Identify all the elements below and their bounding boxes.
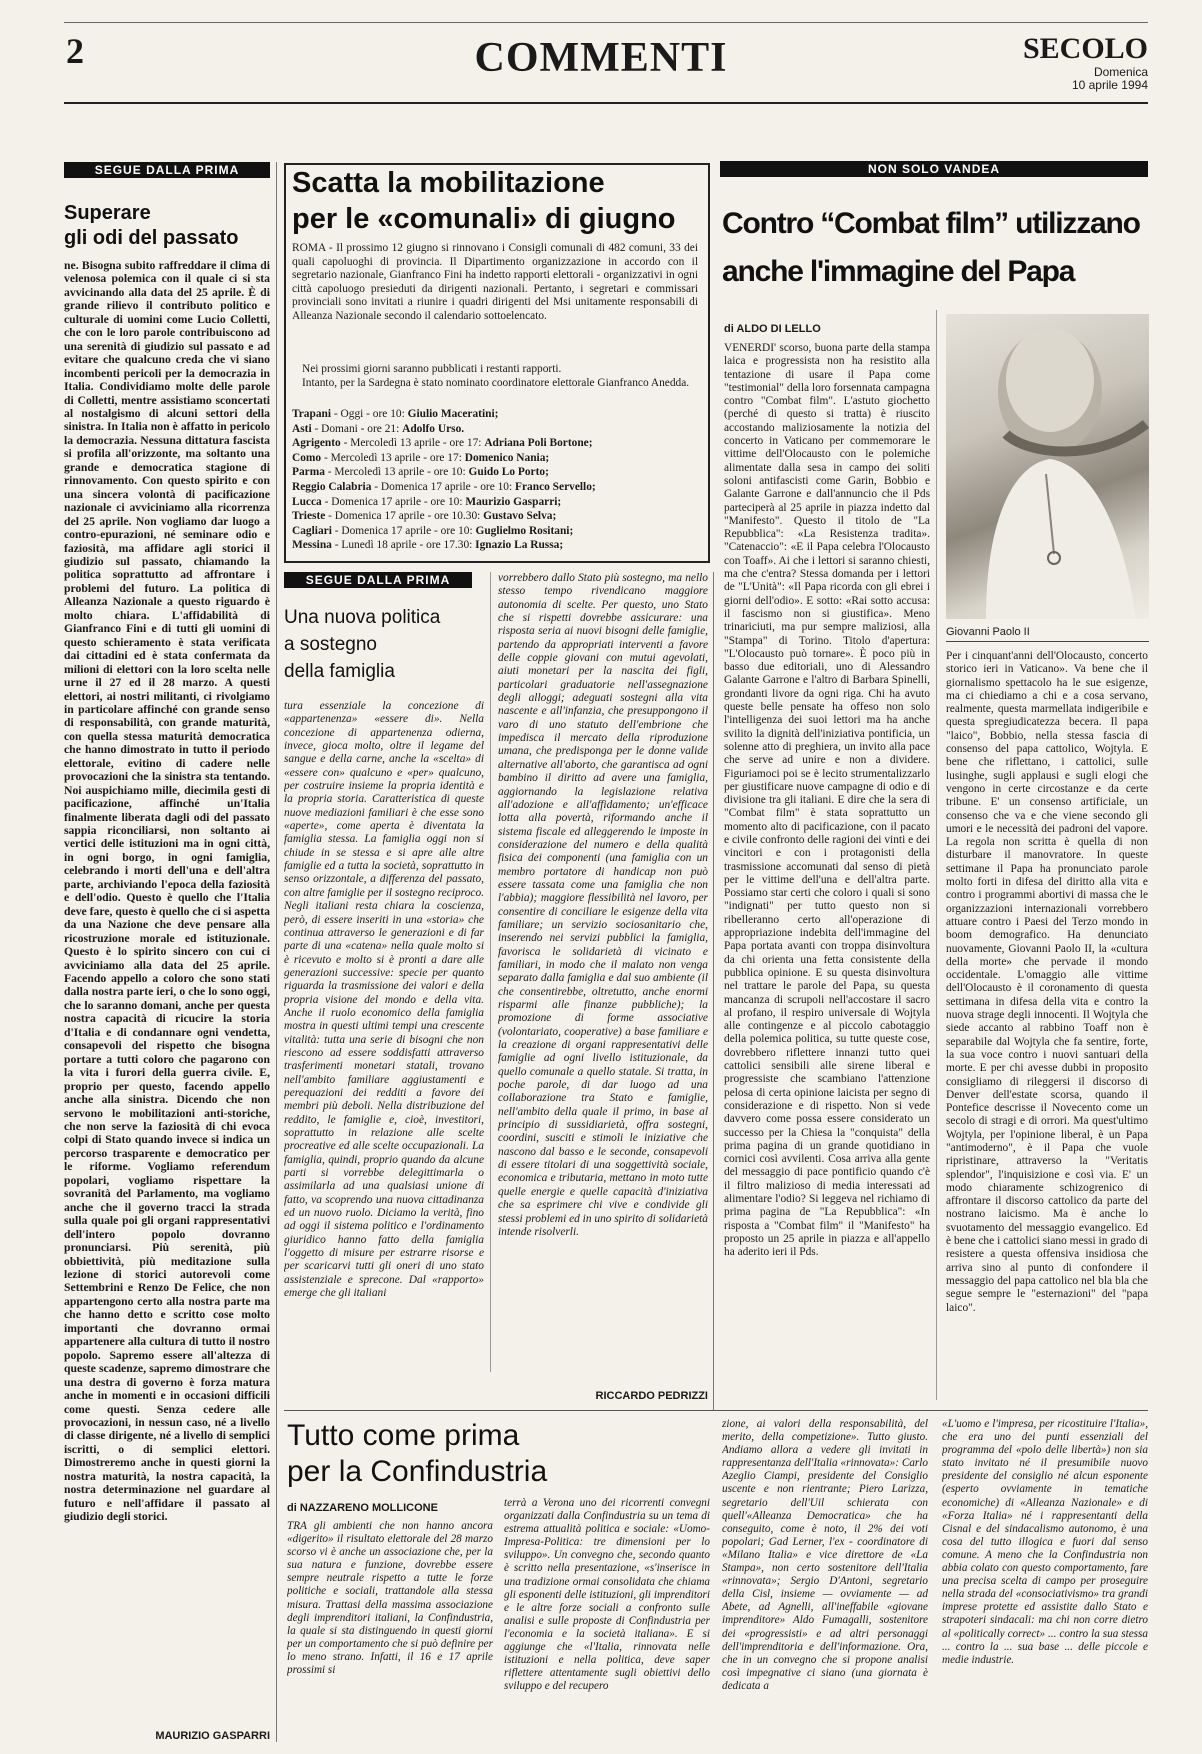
confind-byline: di NAZZARENO MOLLICONE [287, 1502, 438, 1514]
mobilitazione-p2: Nei prossimi giorni saranno pubblicati i restanti rapporti. [302, 363, 562, 375]
meeting-list [292, 407, 702, 555]
combat-title-2: anche l'immagine del Papa [722, 255, 1075, 288]
meeting-item: Messina - Lunedì 18 aprile - ore 17.30: Ignazio La Russa; [292, 539, 564, 552]
pope-photo [946, 314, 1149, 619]
left-signature: MAURIZIO GASPARRI [155, 1730, 270, 1742]
photo-caption: Giovanni Paolo II [946, 626, 1030, 638]
confind-title-2: per la Confindustria [287, 1455, 548, 1488]
famiglia-col-2: vorrebbero dallo Stato più sostegno, ma nello stesso tempo rivendicano maggiore autonomia di scelte. Per questo, uno Stato che si rispetti dovrebbe assicurare: una risposta seria ai nuovi bisogni delle famiglie, partendo da appropriati interventi a favore delle coppie giovani con mutui agevolati, aiuti monetari per la nascita dei figli, particolari graduatorie nell'assegnazione degli alloggi; adeguati sostegni alla vita nascente e all'infanzia, che presuppongono il varo di uno statuto dell'embrione che impedisca il mercato della riproduzione umana, che predisponga per le donne valide alternative all'aborto, che garantisca ad ogni bambino il diritto ad avere una famiglia, aggiornando la legislazione relativa all'adozione e all'affidamento; un'efficace lotta alla povertà, riformando anche il sistema fiscale ed alleggerendo le imposte in considerazione del numero e della qualità fisica dei componenti (una famiglia con un membro portatore di handicap non può essere tassata come una famiglia che non l'abbia); maggiore flessibilità nel lavoro, per consentire di conciliare le esigenze della vita familiare; un servizio sociosanitario che, inserendo nei servizi pubblici la famiglia, favorisca le solidarietà di vicinato e familiari, in modo che il malato non venga separato dalla famiglia e dal suo ambiente (il che consentirebbe, oltretutto, anche enormi risparmi alle finanze pubbliche); la promozione di forme associative (volontariato, cooperative) a base familiare e la creazione di organi rappresentativi delle famiglie ad ogni livello istituzionale, da quello comunale a quello statale. Si tratta, in poche parole, di dar luogo ad una collaborazione tra Stato e famiglie, nell'ambito della quale il primo, in base al principio di sussidiarietà, offra sostegni, coordini, susciti e stimoli le iniziative che nascono dal basso e le seconde, consapevoli di essere titolari di una soggettività sociale, economica e tributaria, mettano in moto tutte quelle energie e quelle capacità d'iniziativa che sa esprimere chi vive e condivide gli stessi problemi ed in uno spirito di solidarietà intende risolverli. [498, 572, 708, 1238]
famiglia-title-3: della famiglia [284, 661, 395, 682]
caption-rule [946, 641, 1149, 642]
meeting-item: Asti - Domani - ore 21: Adolfo Urso. [292, 422, 465, 435]
mobilitazione-intro: ROMA - Il prossimo 12 giugno si rinnovano i Consigli comunali di 482 comuni, 33 dei quali capoluoghi di provincia. Il Dipartimento organizzazione in accordo con il segretario nazionale, Gianfranco Fini ha indetto rapporti elettorali - organizzativi in ogni città capoluogo presieduti da dirigenti nazionali. Pertanto, i segretari e commissari provinciali sono invitati a riunire i quadri dirigenti del Msi unitamente responsabili di Alleanza Nazionale secondo il calendario sottoelencato. [292, 242, 698, 322]
confind-col-3: zione, ai valori della responsabilità, del merito, della competizione». Tutto giusto. Andiamo allora a vedere gli invitati in rappresentanza dell'Italia «rinnovata»: Carlo Azeglio Ciampi, presidente del Consiglio uscente e non rientrante; Piero Larizza, segretario dell'Uil schierata con quell'«Alleanza Democratica» che ha conseguito, come è noto, il 2% dei voti popolari; Gad Lerner, l'ex - coordinatore di «Milano Italia» e vice direttore de «La Stampa», non certo sostenitore dell'Italia «rinnovata»; Sergio D'Antoni, segretario della Cisl, insieme — ovviamente — ad Abete, ad Agnelli, all'ineffabile «giovane imprenditore» Aldo Fumagalli, sostenitore dei «progressisti» e ad altri personaggi dell'imprenditoria e dell'informazione. Ora, che in un convegno che si propone analisi così impegnative ci siano (una giornata è dedicata a [722, 1418, 928, 1692]
bottom-section-rule [284, 1410, 1148, 1411]
pope-photo-illustration [946, 314, 1149, 619]
confind-col-4: «L'uomo e l'impresa, per ricostituire l'Italia», che era uno dei punti essenziali del programma del «polo delle libertà») non sia stato invitato né il presumibile nuovo presidente del consiglio né alcun esponente (esperto ovviamente in tematiche economiche) di «Alleanza Nazionale» e di «Forza Italia» né i rappresentanti della Cisnal e del sindacalismo autonomo, è una cosa del tutto illogica e fuori dal senso comune. A meno che la Confindustria non abbia colato con questo comportamento, fare una precisa scelta di campo per proseguire nella strada del «consociativismo» tra grandi imprese protette ed assistite dallo Stato e strapoteri sindacali: ma chi non corre dietro al «politically correct» ... contro la sua stessa ... contro la ... sua base ... delle piccole e medie industrie. [942, 1418, 1148, 1666]
famiglia-col-1: tura essenziale la concezione di «appartenenza» «essere di». Nella concezione di appartenenza odierna, invece, gioca molto, oltre il legame del sangue e della carne, anche la «scelta» di «essere con» qualcuno e «per» qualcuno, per costruire insieme la propria identità e la propria storia. Caratteristica di queste nuove mediazioni familiari è che esse sono «aperte», come aperta è diventata la famiglia stessa. La famiglia oggi non si chiude in se stessa e si apre alle altre famiglie ed a tutta la società, soprattutto in senso orizzontale, a differenza del passato, con altre famiglie per il sostegno reciproco. Negli italiani resta chiara la coscienza, però, di essere inseriti in una «storia» che continua attraverso le generazioni e di far parte di una «catena» nella quale molto si è ricevuto e molto si è pronti a dare alle generazioni successive: specie per quanto riguarda la trasmissione dei valori e della propria visione del mondo e della vita. Anche il ruolo economico della famiglia mostra in questi ultimi tempi una crescente vitalità: tutta una serie di bisogni che non riescono ad essere soddisfatti attraverso trasferimenti monetari statali, trovano nell'ambito familiare aggiustamenti e perequazioni dei redditi a favore dei membri più deboli. Nella distribuzione del reddito, le famiglie e, cioè, investitori, soprattutto in relazione alle scelte procreative ed alle scelte occupazionali. La famiglia, quindi, proprio quando da alcune parti si vorrebbe delegittimarla o assimilarla ad una qualsiasi unione di fatto, va scoprendo una nuova cittadinanza ed un nuovo ruolo. Diciamo la verità, fino ad oggi il sistema politico e l'ordinamento giuridico hanno fatto della famiglia l'oggetto di misure per estrarre risorse e per scaricarvi tutti gli oneri di uno stato assistenziale e sprecone. Dal «rapporto» emerge che gli italiani [284, 700, 484, 1300]
famiglia-signature: RICCARDO PEDRIZZI [595, 1390, 708, 1402]
page-number: 2 [66, 31, 84, 71]
meeting-item: Parma - Mercoledì 13 aprile - ore 10: Guido Lo Porto; [292, 466, 549, 479]
left-article-text: ne. Bisogna subito raffreddare il clima di velenosa polemica con il quale ci si sta avvicinando alla data del 25 aprile. È di grande rilievo il contributo politico e culturale di uomini come Lucio Colletti, che con le loro parole contribuiscono ad una serenità di giudizio sul passato e ad evitare che qualcuno creda che vi siano incombenti pericoli per la democrazia in Italia. Condividiamo molte delle parole di Colletti, mentre assistiamo sconcertati al nostalgismo di alcuni settori della sinistra. In Italia non è affatto in pericolo la democrazia. Nessuna dittatura fascista si profila all'orizzonte, ma soltanto una grande e democratica stagione di rinnovamento. Con questo spirito e con una sincera volontà di pacificazione nazionale ci avviciniamo alla ricorrenza del 25 aprile. Non vogliamo dar luogo a contro-epurazioni, né seminare odio e faziosità, ma affidare agli storici il giudizio sul passato, chiamando la politica soprattutto ad affrontare i problemi del futuro. La politica di Alleanza Nazionale a questo riguardo è molto chiara. L'affidabilità di Gianfranco Fini e di tutti gli uomini di questo schieramento è stata verificata dai cittadini ed è stata confermata da milioni di elettori con la loro scelta nelle urne il 27 ed il 28 marzo. A questi elettori, ai nostri militanti, ci rivolgiamo in particolare affinché con grande senso di responsabilità, con grande maturità, con quella stessa maturità democratica che hanno dimostrato in tutto il periodo elettorale, evitino di cadere nelle provocazioni che la sinistra sta tentando. Noi auspichiamo mille, diecimila gesti di pacificazione, affinché un'Italia finalmente liberata dagli odi del passato sappia riconciliarsi, non soltanto ai vertici delle istituzioni ma in ogni città, in ogni borgo, in ogni famiglia, celebrando i morti dell'una e dell'altra parte, archiviando l'epoca della faziosità e dell'odio. Questo è quello che l'Italia deve fare, questo è quello che ci si aspetta da una Nazione che deve pensare alla ricostruzione morale ed istituzionale. Questo è lo spirito sincero con cui ci avviciniamo alla data del 25 aprile. Facendo appello a coloro che sono stati dalla nostra parte ieri, o che lo sono oggi, che lo saranno domani, anche per questa nostra capacità di ricucire la storia d'Italia e di condannare ogni vendetta, consapevoli del rispetto che bisogna portare a tutti coloro che pagarono con la vita i furori della guerra civile. E, proprio per questo, facendo appello anche alla sinistra. Dicendo che non servono le mobilitazioni anti-storiche, che non serve la faziosità di chi evoca colpi di Stato quando invece si indica un percorso trasparente e democratico per le riforme. Vogliamo referendum popolari, vogliamo rispettare la sovranità del Parlamento, ma vogliamo anche che il governo tracci la strada sulla quale poi gli organi rappresentativi dell'intero popolo dovranno pronunciarsi. Più serenità, più obbiettività, più meditazione sulla lezione di storici autorevoli come Settembrini e Renzo De Felice, che non appartengono certo alla nostra parte ma che hanno detto e scritto cose molto importanti che dovranno ormai appartenere alla cultura di tutto il nostro popolo. Sapremo essere all'altezza di queste scadenze, sapremo dimostrare che una destra di governo è forza matura anche in momenti e in occasioni difficili come questi. Senza cedere alle provocazioni, in nessun caso, né a livello di classe dirigente, né a livello di semplici iscritti, o di semplici elettori. Dimostreremo anche in questi giorni la nostra maturità, la nostra capacità, la nostra determinazione nel guardare al futuro e nell'affidare il passato al giudizio degli storici. [64, 259, 270, 1524]
meeting-item: Reggio Calabria - Domenica 17 aprile - ore 10: Franco Servello; [292, 480, 596, 493]
combat-col-2: Per i cinquant'anni dell'Olocausto, concerto storico ieri in Vaticano». Va bene che il giornalismo spettacolo ha le sue esigenze, ma ci chiediamo a chi e a cosa servano, realmente, questa marmellata indigeribile e questa spregiudicatezza becera. Il papa "laico", Bobbio, nella stessa fascia di consenso del papa cattolico, Wojtyla. E bene che riflettano, i cattolici, sulle lusinghe, sugli applausi e sugli elogi che vengono in certe circostanze e da certe tribune. E' un consenso artificiale, un consenso che va e che viene secondo gli umori e le necessità dei padroni del vapore. La regola non scritta è quella di non disturbare il manovratore. In queste settimane il Papa ha pronunciato parole molto forti in difesa del diritto alla vita e contro i programmi abortivi di massa che le organizzazioni internazionali vorrebbero attuare contro i Paesi del Terzo mondo in boom demografico. Ha denunciato nuovamente, Giovanni Paolo II, la «cultura della morte» che pervade il mondo occidentale. L'omaggio alle vittime dell'Olocausto è il coronamento di questa settimana in difesa della vita e contro la nuova strage degli innocenti. Il Wojtyla che siede accanto al rabbino Toaff non è separabile dal Wojtyla che fa sentire, forte, la sua voce contro i nuovi santuari della morte. E per chi avesse dubbi in proposito consigliamo di rileggersi il discorso di Denver dell'estate scorsa, quando il Pontefice descrisse il Novecento come un secolo di stragi e di orrori. Ma quest'ultimo Wojtyla, per l'opinione liberal, è un Papa "antimoderno", è il Papa che vuole ripristinare, attraverso la "Veritatis splendor", l'inquisizione e così via. E' un modo chiaramente schizogrenico di affrontare il discorso cattolico da parte del nostrano laicismo. Ma è anche lo svuotamento del messaggio evangelico. Ed è bene che i cattolici siano messi in grado di resistere a questa offensiva insidiosa che arriva sino al punto di confondere il messaggio del papa cattolico nel bla bla che segue sempre le "esternazioni" del "papa laico". [946, 650, 1148, 1314]
meeting-item: Trieste - Domenica 17 aprile - ore 10.30: Gustavo Selva; [292, 510, 557, 523]
header-rule [64, 102, 1148, 104]
section-title: COMMENTI [474, 35, 728, 81]
combat-col-1: VENERDI' scorso, buona parte della stampa laica e progressista non ha resistito alla tentazione di usare il Papa come "testimonial" della loro forsennata campagna contro "Combat film". L'astuto giochetto (perché di questo si tratta) è riuscito accostando maliziosamente la notizia del concerto in Vaticano per commemorare le vittime dell'Olocausto con le polemiche alimentate dalla sesa in campo dei soliti soloni antifascisti come Garin, Bobbio e Galante Garrone e dall'annuncio che il Pds parteciperà al 25 aprile in piazza indetto dal "Manifesto". Questo il titolo de "La Repubblica": «La Resistenza tradita». "Catenaccio": «E il Papa celebra l'Olocausto con Toaff». Ai che i lettori si saranno chiesti, ma che c'entra? Stessa domanda per i lettori de "L'Unità": «Il Papa ricorda con gli ebrei i giorni dell'odio». E sotto: «Rai sotto accusa: il fascismo non si giustifica». Meno trinariciuti, ma pur sempre maliziosi, alla "Stampa" di Torino. Titolo d'apertura: "L'Olocausto può tornare». È poco più in basso due editoriali, uno di Alessandro Galante Garrone e l'altro di Barbara Spinelli, grondanti livore da ogni riga. Chi ha avuto queste belle pensate ha offeso non solo l'intelligenza dei suoi lettori ma ha anche svilito la dignità dell'iniziativa pontificia, un solenne atto di preghiera, un invito alla pace che serve ad unire e non a dividere. Figuriamoci poi se è lecito strumentalizzarlo per giustificare nuove campagne di odio e di divisione tra gli italiani. E dire che la sera di "Combat film" è stata soprattutto un momento alto di pacificazione, con il pacato e civile confronto delle ragioni dei vinti e dei vincitori e con i protagonisti della trasmissione accomunati dal senso di pietà per le vittime dell'una e dell'altra parte. Possiamo star certi che coloro i quali si sono "indignati" per tutto questo non si ribelleranno certo all'operazione di appropriazione indebita dell'immagine del Papa portata avanti con troppa disinvoltura da chi orienta una fetta consistente della pubblica opinione. E su questa disinvoltura nel trattare le parole del Papa, su questa mancanza di scrupoli nell'accostare il sacro al profano, il respiro universale di Wojtyla alle contingenze e al piccolo cabotaggio della polemica politica, su tutte queste cose, dovrebbero riflettere innanzi tutto quei cattolici sensibili alle sirene liberal e progressiste che scambiano l'attenzione pelosa di certa opinione laicista per segno di considerazione e di rispetto. Non si vede davvero come possa essere considerato un successo per la Chiesa la "conquista" della prima pagina di un grande quotidiano in cornici così avvilenti. Cosa arriva alla gente del messaggio di pace pontificio quando c'è il filtro malizioso di media interessati ad alimentare l'odio? Si leggeva nel richiamo di prima pagina de "La Repubblica": «In risposta a "Combat film" il "Manifesto" ha proposto un 25 aprile in piazza e all'appello ha aderito ieri il Pds. [724, 342, 930, 1259]
confind-col-2: terrà a Verona uno dei ricorrenti convegni organizzati dalla Confindustria su un tema di estrema attualità politica e sociale: «Uomo-Impresa-Politica: tre dimensioni per lo sviluppo». Un convegno che, secondo quanto è scritto nella presentazione, «s'inserisce in una tradizione ormai consolidata che chiama gli esponenti delle istituzioni, gli imprenditori e le altre forze sociali a confronto sulle analisi e sulle proposte di Confindustria per l'economia e la società italiana». E si aggiunge che «l'Italia, rinnovata nelle istituzioni e nella politica, deve saper riflettere attentamente sugli obiettivi dello sviluppo e del recupero [504, 1497, 710, 1693]
paper-logo: SECOLO [1022, 32, 1148, 65]
issue-day: Domenica [1093, 65, 1148, 79]
combat-title-1: Contro “Combat film” utilizzano [722, 207, 1140, 240]
mobilitazione-p3: Intanto, per la Sardegna è stato nominato coordinatore elettorale Gianfranco Anedda. [302, 377, 690, 389]
mobilitazione-title-1: Scatta la mobilitazione [292, 167, 605, 199]
meeting-item: Agrigento - Mercoledì 13 aprile - ore 17: Adriana Poli Bortone; [292, 437, 593, 450]
meeting-item: Lucca - Domenica 17 aprile - ore 10: Maurizio Gasparri; [292, 495, 562, 508]
masthead [1023, 32, 1148, 92]
confind-title-1: Tutto come prima [287, 1419, 520, 1452]
meeting-item: Trapani - Oggi - ore 10: Giulio Maceratini; [292, 408, 499, 420]
column-rule-2 [490, 572, 491, 1372]
famiglia-kicker: SEGUE DALLA PRIMA [284, 572, 472, 588]
combat-kicker: NON SOLO VANDEA [720, 161, 1148, 177]
column-rule-4 [936, 310, 937, 1400]
issue-date: 10 aprile 1994 [1071, 78, 1148, 92]
top-border [64, 22, 1148, 23]
left-title-1: Superare [64, 202, 151, 224]
confind-col-1: TRA gli ambienti che non hanno ancora «digerito» il risultato elettorale del 28 marzo scorso vi è anche un associazione che, per la sua natura e funzione, dovrebbe essere sempre neutrale rispetto a tutte le forze politiche e sociali, trattandole alla stessa misura. Trattasi della massima associazione degli imprenditori italiani, la Confindustria, la quale si sta distinguendo in questi giorni per un comportamento che si può definire per lo meno strano. Infatti, il 16 e 17 aprile prossimi si [287, 1520, 493, 1677]
famiglia-title-1: Una nuova politica [284, 607, 441, 628]
meeting-item: Cagliari - Domenica 17 aprile - ore 10: Guglielmo Rositani; [292, 524, 574, 537]
mobilitazione-title-2: per le «comunali» di giugno [292, 203, 676, 235]
meeting-item: Como - Mercoledì 13 aprile - ore 17: Domenico Nania; [292, 451, 550, 464]
column-rule-1 [276, 162, 277, 1742]
column-rule-3 [713, 572, 714, 1410]
famiglia-title-2: a sostegno [284, 634, 377, 655]
combat-byline: di ALDO DI LELLO [724, 323, 821, 335]
left-title-2: gli odi del passato [64, 227, 239, 249]
left-kicker: SEGUE DALLA PRIMA [64, 162, 270, 178]
